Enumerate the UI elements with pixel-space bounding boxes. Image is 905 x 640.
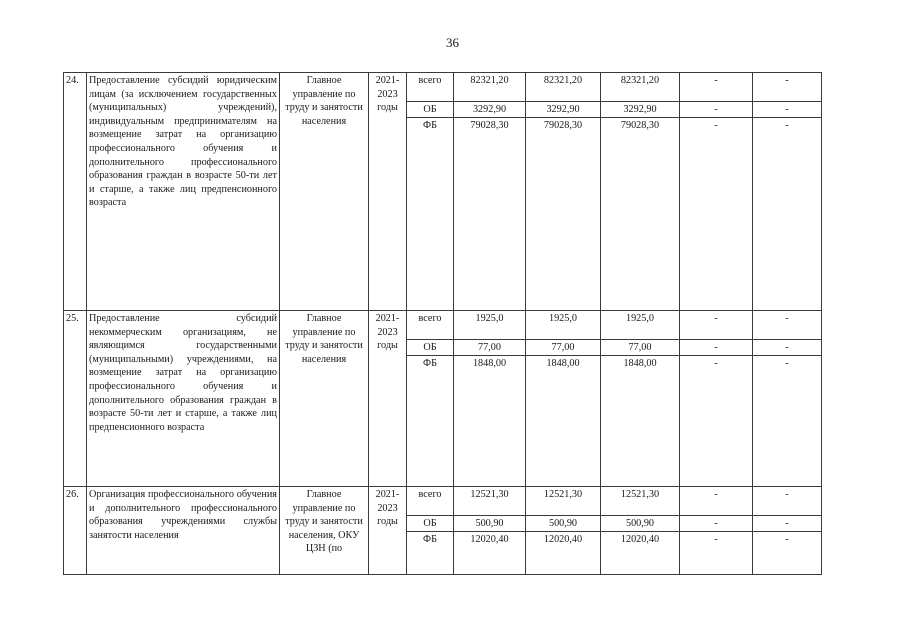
table-row <box>64 73 822 102</box>
amount-cell: 500,90 <box>526 516 601 532</box>
executor: Главное управление по труду и занятости населения <box>280 311 369 487</box>
executor: Главное управление по труду и занятости населения <box>280 73 369 311</box>
funding-source: ОБ <box>407 340 454 356</box>
row-number: 26. <box>64 487 87 575</box>
amount-cell: 12020,40 <box>601 532 680 575</box>
measure-title: Организация профессионального обучения и дополнительного профессионального образования учреждениями службы занятости населения <box>87 487 280 575</box>
amount-cell: 1925,0 <box>454 311 526 340</box>
amount-cell: 12521,30 <box>526 487 601 516</box>
funding-source: ФБ <box>407 532 454 575</box>
amount-cell: 12521,30 <box>454 487 526 516</box>
dash-cell: - <box>753 311 822 340</box>
amount-cell: 79028,30 <box>454 118 526 311</box>
dash-cell: - <box>680 73 753 102</box>
dash-cell: - <box>680 340 753 356</box>
dash-cell: - <box>753 516 822 532</box>
dash-cell: - <box>753 73 822 102</box>
dash-cell: - <box>753 532 822 575</box>
amount-cell: 79028,30 <box>526 118 601 311</box>
funding-source: ОБ <box>407 516 454 532</box>
amount-cell: 79028,30 <box>601 118 680 311</box>
dash-cell: - <box>753 487 822 516</box>
amount-cell: 1848,00 <box>526 356 601 487</box>
amount-cell: 1925,0 <box>601 311 680 340</box>
funding-source: ФБ <box>407 356 454 487</box>
page-number: 36 <box>446 35 459 50</box>
amount-cell: 500,90 <box>454 516 526 532</box>
executor: Главное управление по труду и занятости населения, ОКУ ЦЗН (по <box>280 487 369 575</box>
amount-cell: 82321,20 <box>454 73 526 102</box>
dash-cell: - <box>680 516 753 532</box>
measures-table <box>63 72 822 575</box>
funding-source: всего <box>407 311 454 340</box>
amount-cell: 82321,20 <box>526 73 601 102</box>
amount-cell: 12020,40 <box>526 532 601 575</box>
period: 2021-2023 годы <box>369 487 407 575</box>
amount-cell: 12521,30 <box>601 487 680 516</box>
amount-cell: 3292,90 <box>454 102 526 118</box>
amount-cell: 500,90 <box>601 516 680 532</box>
period: 2021-2023 годы <box>369 73 407 311</box>
measure-title: Предоставление субсидий некоммерческим организациям, не являющимся государственными (муниципальными) учреждениями, на возмещение затрат на организацию профессионального обучения и дополнительного образования граждан в возрасте 50-ти лет и старше, а также лиц предпенсионного возраста <box>87 311 280 487</box>
amount-cell: 1848,00 <box>601 356 680 487</box>
dash-cell: - <box>753 118 822 311</box>
dash-cell: - <box>753 356 822 487</box>
table-row <box>64 487 822 516</box>
amount-cell: 3292,90 <box>526 102 601 118</box>
dash-cell: - <box>680 118 753 311</box>
amount-cell: 77,00 <box>526 340 601 356</box>
amount-cell: 77,00 <box>454 340 526 356</box>
amount-cell: 82321,20 <box>601 73 680 102</box>
amount-cell: 1848,00 <box>454 356 526 487</box>
row-number: 25. <box>64 311 87 487</box>
amount-cell: 12020,40 <box>454 532 526 575</box>
funding-source: всего <box>407 73 454 102</box>
dash-cell: - <box>753 102 822 118</box>
amount-cell: 3292,90 <box>601 102 680 118</box>
funding-source: ФБ <box>407 118 454 311</box>
amount-cell: 1925,0 <box>526 311 601 340</box>
funding-source: ОБ <box>407 102 454 118</box>
dash-cell: - <box>680 356 753 487</box>
table-row <box>64 311 822 340</box>
row-number: 24. <box>64 73 87 311</box>
measure-title: Предоставление субсидий юридическим лицам (за исключением государственных (муниципальных) учреждений), индивидуальным предпринимателям на возмещение затрат на организацию профессионального обучения и дополнительного профессионального образования граждан в возрасте 50-ти лет и старше, а также лиц предпенсионного возраста <box>87 73 280 311</box>
dash-cell: - <box>680 102 753 118</box>
dash-cell: - <box>680 532 753 575</box>
dash-cell: - <box>680 487 753 516</box>
amount-cell: 77,00 <box>601 340 680 356</box>
funding-source: всего <box>407 487 454 516</box>
dash-cell: - <box>680 311 753 340</box>
period: 2021-2023 годы <box>369 311 407 487</box>
dash-cell: - <box>753 340 822 356</box>
